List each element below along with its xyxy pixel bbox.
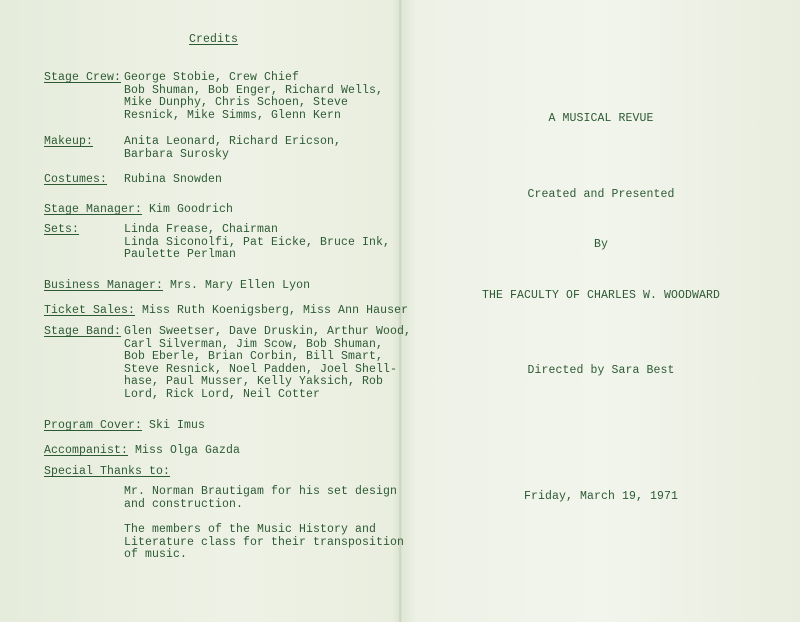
sets-line: Paulette Perlman: [124, 248, 237, 262]
stage-band-line: Lord, Rick Lord, Neil Cotter: [124, 387, 321, 401]
makeup-label: Makeup:: [44, 135, 94, 148]
special-thanks-paragraph: [124, 524, 404, 562]
accompanist-section: [44, 440, 240, 458]
stage-band-line: Glen Sweetser, Dave Druskin, Arthur Wood,: [124, 325, 412, 338]
stage-crew-line: Mike Dunphy, Chris Schoen, Steve: [124, 96, 349, 110]
business-manager-section: [44, 275, 310, 293]
stage-crew-line: Resnick, Mike Simms, Glenn Kern: [124, 108, 342, 122]
accompanist-label: Accompanist:: [44, 444, 129, 457]
sets-label: Sets:: [44, 223, 80, 236]
sets-line: Linda Frease, Chairman: [124, 223, 279, 236]
business-manager-value: Mrs. Mary Ellen Lyon: [170, 279, 311, 292]
special-thanks-line: The members of the Music History and: [124, 523, 377, 536]
special-thanks-line: Literature class for their transposition: [124, 535, 405, 549]
accompanist-value: Miss Olga Gazda: [135, 444, 241, 457]
credits-title: Credits: [189, 33, 239, 46]
created-line: Created and Presented: [527, 188, 675, 201]
makeup-line: Barbara Surosky: [124, 147, 230, 161]
special-thanks-paragraph: [124, 486, 397, 511]
title-page: [402, 0, 800, 622]
by-line: By: [593, 238, 608, 251]
ticket-sales-section: [44, 300, 408, 318]
stage-band-line: Bob Eberle, Brian Corbin, Bill Smart,: [124, 350, 384, 364]
stage-band-line: Carl Silverman, Jim Scow, Bob Shuman,: [124, 337, 384, 351]
costumes-line: Rubina Snowden: [124, 173, 223, 186]
ticket-sales-label: Ticket Sales:: [44, 304, 136, 317]
stage-crew-names: [124, 72, 383, 122]
stage-band-line: hase, Paul Musser, Kelly Yaksich, Rob: [124, 375, 384, 389]
sets-names: [124, 224, 390, 262]
ticket-sales-value: Miss Ruth Koenigsberg, Miss Ann Hauser: [142, 304, 409, 317]
directed-line: Directed by Sara Best: [527, 364, 675, 377]
stage-manager-value: Kim Goodrich: [149, 203, 234, 216]
stage-manager-label: Stage Manager:: [44, 203, 143, 216]
special-thanks-line: Mr. Norman Brautigam for his set design: [124, 485, 398, 498]
program-cover-section: [44, 415, 205, 433]
special-thanks-line: and construction.: [124, 497, 244, 511]
stage-crew-line: Bob Shuman, Bob Enger, Richard Wells,: [124, 83, 384, 97]
makeup-line: Anita Leonard, Richard Ericson,: [124, 135, 342, 148]
program-cover-value: Ski Imus: [149, 419, 206, 432]
makeup-names: [124, 136, 341, 161]
business-manager-label: Business Manager:: [44, 279, 164, 292]
stage-band-line: Steve Resnick, Noel Padden, Joel Shell-: [124, 362, 398, 376]
stage-crew-label: Stage Crew:: [44, 71, 122, 84]
sets-line: Linda Siconolfi, Pat Eicke, Bruce Ink,: [124, 235, 391, 249]
date-line: Friday, March 19, 1971: [523, 490, 679, 503]
stage-manager-section: [44, 199, 233, 217]
special-thanks-label: Special Thanks to:: [44, 465, 171, 478]
special-thanks-line: of music.: [124, 548, 188, 562]
stage-band-names: [124, 326, 411, 402]
stage-band-label: Stage Band:: [44, 325, 122, 338]
costumes-names: [124, 174, 222, 187]
stage-crew-line: George Stobie, Crew Chief: [124, 71, 300, 84]
faculty-line: THE FACULTY OF CHARLES W. WOODWARD: [481, 289, 721, 302]
costumes-label: Costumes:: [44, 173, 108, 186]
show-title: A MUSICAL REVUE: [548, 112, 654, 125]
program-cover-label: Program Cover:: [44, 419, 143, 432]
